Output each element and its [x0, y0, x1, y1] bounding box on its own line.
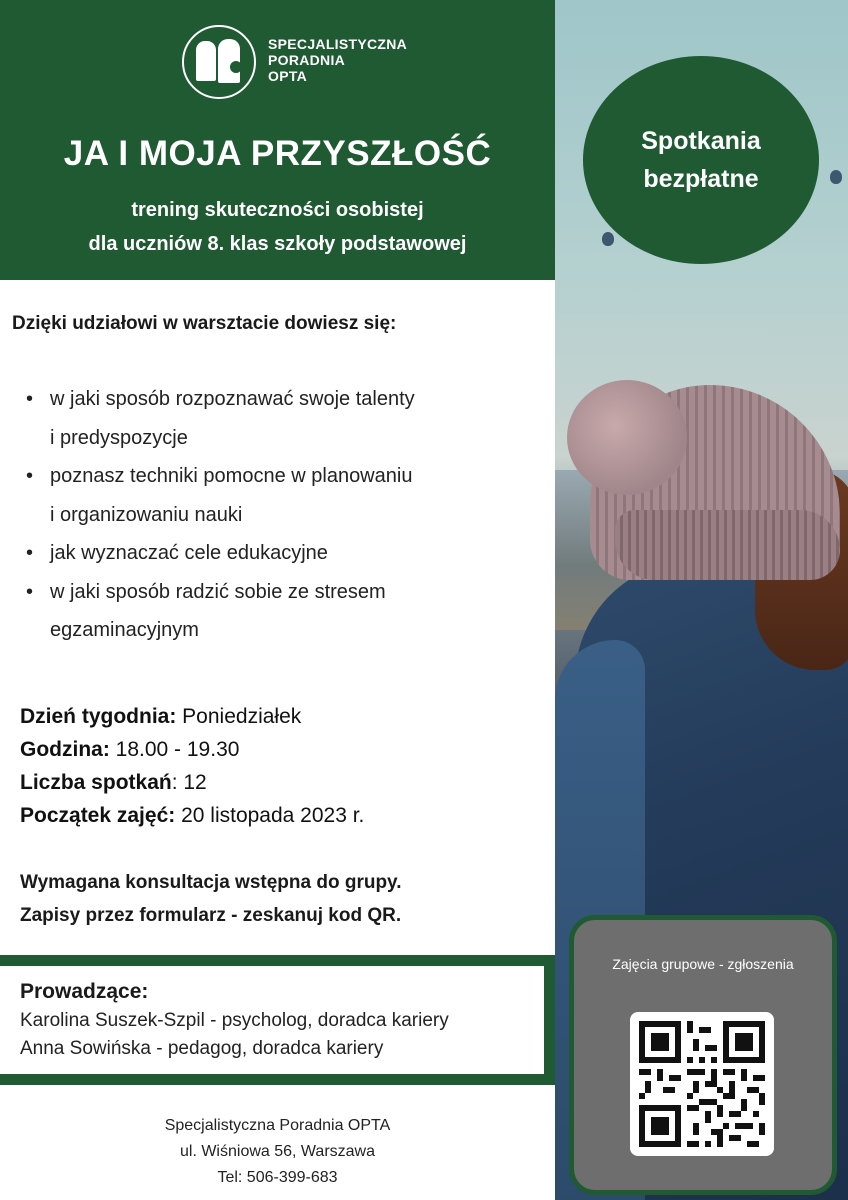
schedule-details [20, 700, 364, 832]
org-name [268, 36, 407, 84]
registration-note [20, 866, 402, 932]
leader-entry: Anna Sowińska - pedagog, doradca kariery [20, 1038, 384, 1059]
detail-label: Godzina: [20, 738, 110, 761]
list-item-text: i predyspozycje [50, 426, 188, 449]
detail-count [20, 766, 364, 799]
logo-clover [230, 61, 242, 73]
detail-time [20, 733, 364, 766]
badge-line: bezpłatne [643, 165, 759, 193]
subtitle-line: trening skuteczności osobistej [131, 199, 424, 221]
detail-day [20, 700, 364, 733]
detail-label: Liczba spotkań [20, 771, 172, 794]
photo-pompom [567, 380, 687, 495]
balloon-1 [830, 170, 842, 184]
detail-value: Poniedziałek [176, 705, 302, 728]
footer-line: Specjalistyczna Poradnia OPTA [164, 1117, 391, 1134]
logo-figure-small [196, 41, 216, 81]
photo-hat-band [615, 510, 840, 580]
list-item [24, 534, 544, 573]
qr-code-graphic [639, 1021, 765, 1147]
note-line: Zapisy przez formularz - zeskanuj kod QR. [20, 905, 402, 926]
list-item-text: • w jaki sposób rozpoznawać swoje talenty [50, 388, 415, 410]
detail-value: 18.00 - 19.30 [109, 738, 240, 761]
detail-start [20, 799, 364, 832]
leaders-title: Prowadzące: [20, 980, 149, 1003]
page-title: JA I MOJA PRZYSZŁOŚĆ [63, 134, 492, 173]
list-item [24, 457, 544, 534]
badge-line: Spotkania [641, 127, 761, 155]
detail-value: : 12 [171, 771, 207, 794]
intro-heading: Dzięki udziałowi w warsztacie dowiesz się: [12, 313, 397, 334]
free-meetings-badge [583, 56, 819, 264]
org-name-line: PORADNIA [268, 52, 346, 68]
list-item-text: • poznasz techniki pomocne w planowaniu [50, 465, 413, 487]
qr-label: Zajęcia grupowe - zgłoszenia [612, 956, 794, 972]
opta-logo-icon [182, 25, 256, 99]
list-item [24, 380, 544, 457]
footer-line: ul. Wiśniowa 56, Warszawa [179, 1143, 376, 1160]
list-item-text: egzaminacyjnym [50, 619, 199, 641]
leader-entry: Karolina Suszek-Szpil - psycholog, doradca kariery [20, 1010, 449, 1031]
list-item-text: i organizowaniu nauki [50, 503, 243, 526]
footer-address [0, 1113, 555, 1191]
detail-value: 20 listopada 2023 r. [175, 804, 365, 827]
qr-code-icon[interactable] [630, 1012, 774, 1156]
list-item [24, 573, 544, 650]
header-banner [0, 0, 555, 280]
detail-label: Dzień tygodnia: [20, 705, 177, 728]
footer-line: Tel: 506-399-683 [217, 1169, 338, 1186]
note-line: Wymagana konsultacja wstępna do grupy. [20, 872, 402, 893]
detail-label: Początek zajęć: [20, 804, 176, 827]
subtitle-line: dla uczniów 8. klas szkoły podstawowej [88, 233, 467, 255]
balloon-2 [602, 232, 614, 246]
org-name-line: SPECJALISTYCZNA [268, 36, 408, 52]
list-item-text: • w jaki sposób radzić sobie ze stresem [50, 580, 386, 603]
list-item-text: • jak wyznaczać cele edukacyjne [50, 542, 328, 564]
benefits-list [24, 380, 544, 650]
subtitle [0, 193, 555, 261]
org-name-line: OPTA [268, 68, 308, 84]
